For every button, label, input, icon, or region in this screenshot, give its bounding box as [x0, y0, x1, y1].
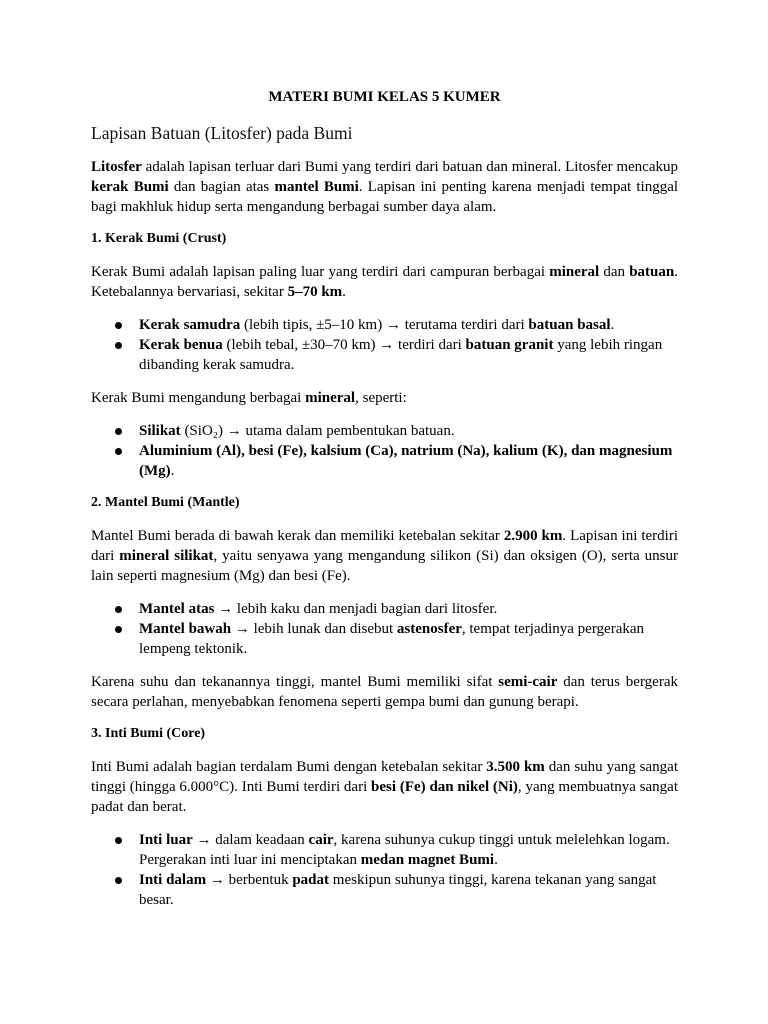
text-run: , karena suhunya cukup tinggi untuk melelehkan logam. Pergerakan inti luar ini menciptakan [139, 832, 670, 868]
bold-term: kerak Bumi [91, 179, 169, 195]
text-run: . Ketebalannya bervariasi, sekitar [91, 264, 678, 300]
text-run: Karena suhu dan tekanannya tinggi, mantel Bumi memiliki sifat [91, 674, 499, 690]
crust-heading: 1. Kerak Bumi (Crust) [91, 231, 227, 246]
bold-term: batuan basal [528, 317, 611, 333]
bullet-icon [115, 428, 122, 435]
text-run: , tempat terjadinya pergerakan lempeng tektonik. [139, 621, 645, 657]
text-run: → lebih lunak dan disebut [231, 621, 397, 637]
bold-term: Mantel bawah [139, 621, 232, 637]
bold-term: semi-cair [498, 674, 558, 690]
crust-types-list [91, 315, 678, 375]
text-run: . Lapisan ini penting karena menjadi tempat tinggal bagi makhluk hidup serta mengandung berbagai sumber daya alam. [91, 179, 679, 215]
text-run: . [342, 284, 346, 300]
bold-term: Inti luar [139, 832, 193, 848]
text-run: dan terus bergerak secara perlahan, menyebabkan fenomena seperti gempa bumi dan gunung berapi. [91, 674, 678, 710]
bold-term: 5–70 km [287, 284, 343, 300]
list-item [139, 619, 678, 659]
bullet-icon [115, 837, 122, 844]
list-item [139, 441, 678, 481]
text-run: . Lapisan ini terdiri dari [91, 528, 678, 564]
bold-term: Kerak samudra [139, 317, 241, 333]
bullet-icon [115, 342, 122, 349]
list-item [139, 599, 678, 619]
bold-term: astenosfer [396, 621, 462, 637]
bold-term: cair [308, 832, 334, 848]
mantle-paragraph [91, 526, 678, 586]
list-item [139, 421, 678, 441]
bold-term: Silikat [139, 423, 181, 439]
bold-term: medan magnet Bumi [360, 852, 495, 868]
bold-term: Inti dalam [139, 872, 207, 888]
text-run: dan suhu yang sangat tinggi (hingga 6.000°C). Inti Bumi terdiri dari [91, 759, 678, 795]
list-item [139, 315, 678, 335]
core-heading: 3. Inti Bumi (Core) [91, 726, 206, 741]
bold-term: besi (Fe) dan nikel (Ni) [371, 779, 518, 795]
mantle-note-paragraph [91, 672, 678, 712]
minerals-list [91, 421, 678, 481]
text-run: Inti Bumi adalah bagian terdalam Bumi dengan ketebalan sekitar [91, 759, 487, 775]
bold-term: batuan [629, 264, 675, 280]
document-title: MATERI BUMI KELAS 5 KUMER [268, 89, 501, 105]
intro-paragraph [91, 157, 678, 217]
text-run: adalah lapisan terluar dari Bumi yang terdiri dari batuan dan mineral. Litosfer mencakup [141, 159, 678, 175]
bold-term: 2.900 km [503, 528, 563, 544]
mantle-layers-list [91, 599, 678, 659]
bold-term: Aluminium (Al), besi (Fe), kalsium (Ca), natrium (Na), kalium (K), dan magnesium (Mg) [139, 443, 673, 479]
text-run: Kerak Bumi mengandung berbagai [91, 390, 306, 406]
bullet-icon [115, 448, 122, 455]
bold-term: mineral [305, 390, 356, 406]
text-run: yang lebih ringan dibanding kerak samudra. [139, 337, 663, 373]
text-run: → dalam keadaan [192, 832, 309, 848]
document-page [91, 0, 678, 910]
mantle-heading: 2. Mantel Bumi (Mantle) [91, 495, 240, 510]
bold-term: mineral [549, 264, 600, 280]
core-layers-list [91, 830, 678, 910]
text-run: → lebih kaku dan menjadi bagian dari litosfer. [214, 601, 498, 617]
bold-term: Mantel atas [139, 601, 215, 617]
text-run: (SiO₂) → utama dalam pembentukan batuan. [180, 423, 455, 439]
bold-term: Kerak benua [139, 337, 223, 353]
text-run: . [610, 317, 615, 333]
text-run: (lebih tebal, ±30–70 km) → terdiri dari [222, 337, 466, 353]
bold-term: 3.500 km [486, 759, 545, 775]
text-run: Kerak Bumi adalah lapisan paling luar yang terdiri dari campuran berbagai [91, 264, 550, 280]
list-item [139, 830, 678, 870]
bold-term: Litosfer [91, 159, 142, 175]
lithosphere-heading: Lapisan Batuan (Litosfer) pada Bumi [91, 123, 353, 143]
text-run: (lebih tipis, ±5–10 km) → terutama terdiri dari [240, 317, 529, 333]
bullet-icon [115, 626, 122, 633]
text-run: , seperti: [355, 390, 407, 406]
bullet-icon [115, 606, 122, 613]
text-run: meskipun suhunya tinggi, karena tekanan yang sangat besar. [139, 872, 657, 908]
text-run: dan bagian atas [168, 179, 275, 195]
text-run: . [494, 852, 498, 868]
bold-term: padat [292, 872, 330, 888]
text-run: . [170, 463, 175, 479]
text-run: Mantel Bumi berada di bawah kerak dan memiliki ketebalan sekitar [91, 528, 504, 544]
bullet-icon [115, 322, 122, 329]
core-paragraph [91, 757, 678, 817]
bullet-icon [115, 877, 122, 884]
list-item [139, 870, 678, 910]
text-run: , yaitu senyawa yang mengandung silikon (Si) dan oksigen (O), serta unsur lain seperti magnesium (Mg) dan besi (Fe). [91, 548, 678, 584]
crust-paragraph [91, 262, 678, 302]
bold-term: mineral silikat [119, 548, 214, 564]
bold-term: mantel Bumi [274, 179, 359, 195]
text-run: , yang membuatnya sangat padat dan berat. [91, 779, 678, 815]
text-run: → berbentuk [206, 872, 293, 888]
minerals-intro-paragraph [91, 388, 678, 408]
list-item [139, 335, 678, 375]
bold-term: batuan granit [465, 337, 554, 353]
text-run: dan [599, 264, 630, 280]
